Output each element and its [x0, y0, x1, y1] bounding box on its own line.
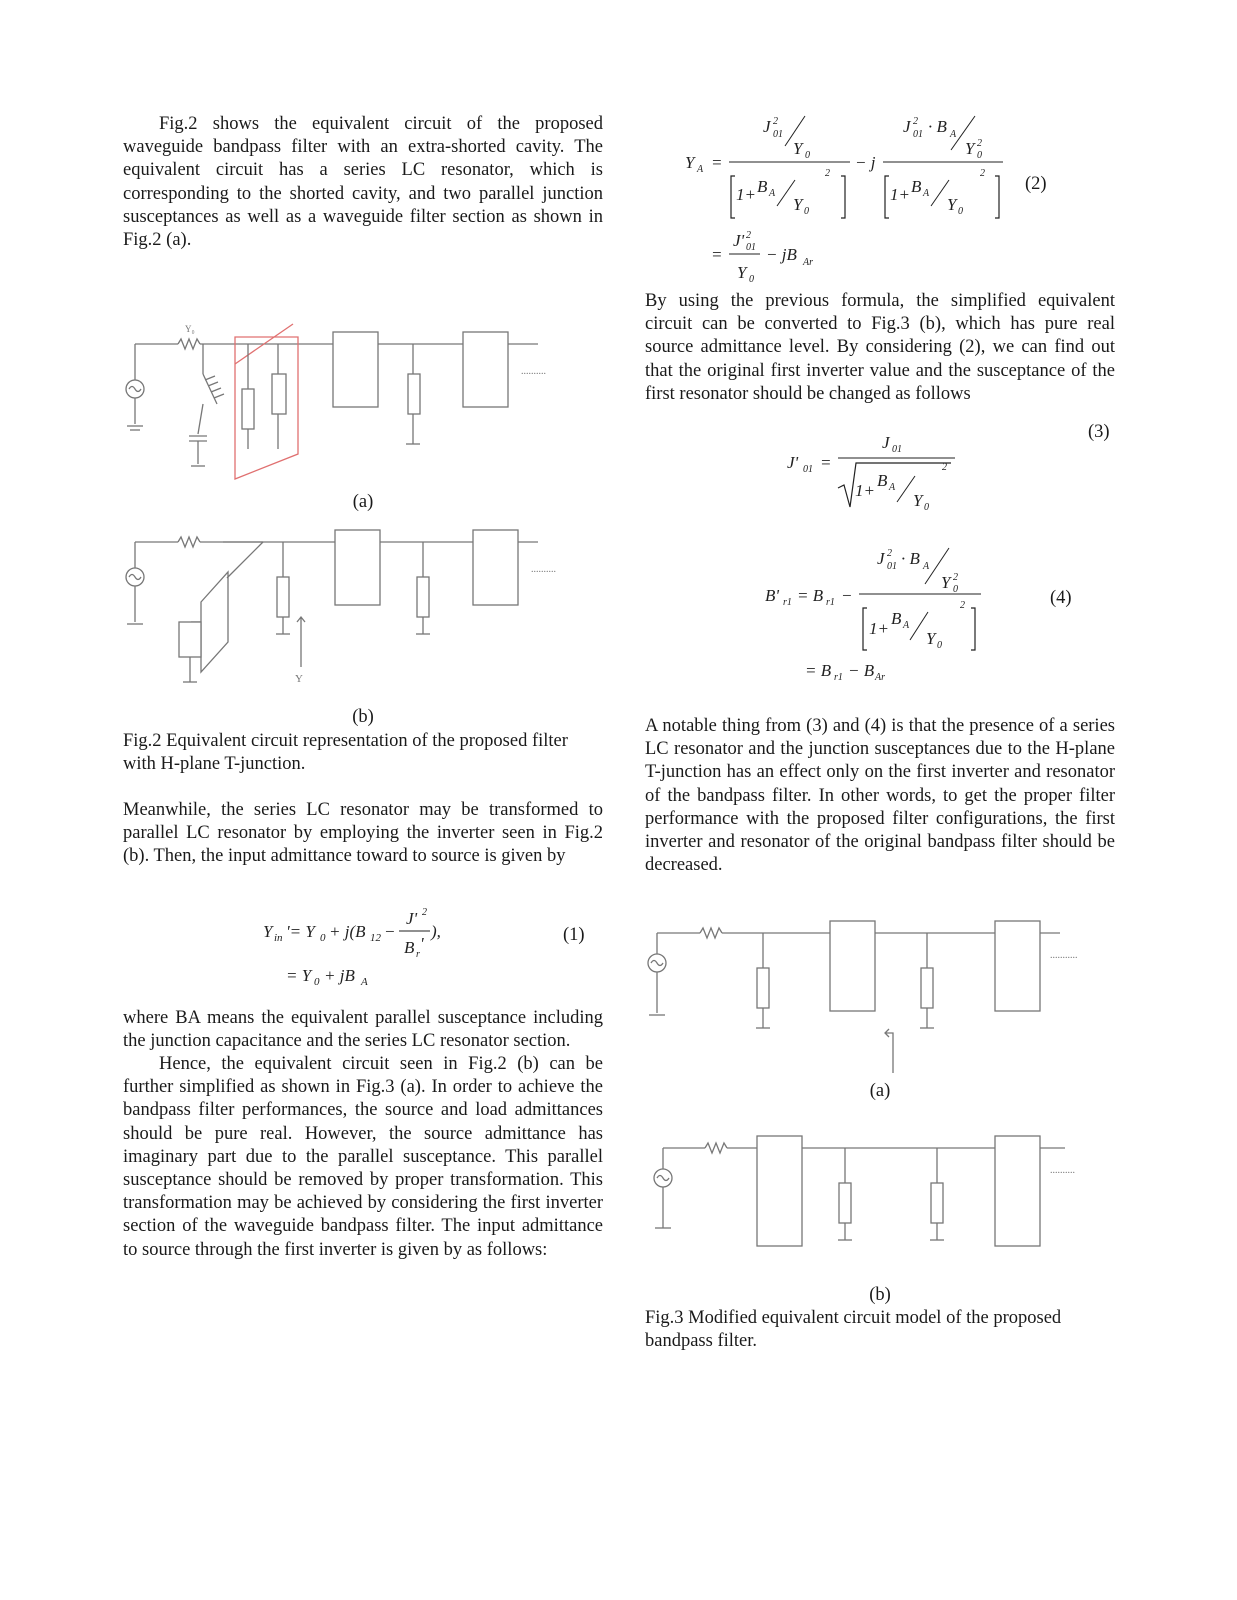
svg-text:2: 2 — [773, 116, 778, 127]
fig2b-tag: (b) — [352, 707, 374, 728]
svg-text:r1: r1 — [834, 672, 843, 684]
fig2-caption: Fig.2 Equivalent circuit representation of the proposed filter with H-plane T-junction. — [123, 730, 568, 774]
paragraph: A notable thing from (3) and (4) is that the presence of a series LC resonator and the junction susceptances due to the H-plane T-junction has an effect only on the first inverter and resonator of the bandpass filter. In other words, to get the proper filter performance with the proposed filter configurations, the first inverter and resonator of the original bandpass filter should be decreased. — [645, 716, 1115, 876]
svg-text:B: B — [911, 177, 922, 196]
svg-text:0: 0 — [805, 150, 810, 161]
svg-text:=: = — [711, 245, 723, 264]
svg-text:..........: .......... — [1050, 1164, 1075, 1176]
svg-text:0: 0 — [320, 931, 326, 944]
svg-text:J': J' — [787, 453, 799, 473]
equation-2-render — [645, 110, 1115, 290]
svg-text:B: B — [891, 609, 902, 629]
svg-text:..........: .......... — [521, 366, 546, 378]
equation-4-render — [645, 544, 1115, 689]
svg-text:=: = — [820, 453, 832, 473]
svg-text:Y: Y — [737, 263, 747, 282]
svg-text:B: B — [404, 937, 415, 957]
svg-text:r: r — [416, 948, 420, 960]
svg-text:Y: Y — [793, 195, 803, 214]
svg-text:in: in — [274, 931, 283, 944]
svg-text:· B: · B — [928, 117, 947, 136]
svg-text:0: 0 — [804, 206, 809, 217]
equation-3-render — [645, 426, 1115, 526]
svg-text:01: 01 — [887, 561, 897, 573]
svg-text:Y: Y — [926, 629, 936, 649]
svg-text:01: 01 — [746, 242, 756, 253]
svg-text:− jB: − jB — [766, 245, 797, 264]
svg-text:r1: r1 — [826, 597, 835, 609]
svg-text:12: 12 — [370, 931, 381, 944]
svg-text:01: 01 — [892, 444, 902, 456]
svg-text:0: 0 — [958, 206, 963, 217]
svg-text:A: A — [950, 129, 957, 140]
svg-text:0: 0 — [749, 274, 754, 285]
left-column — [123, 110, 603, 1262]
svg-text:2: 2 — [825, 168, 830, 179]
svg-text:0: 0 — [937, 640, 942, 652]
svg-text:A: A — [361, 975, 368, 988]
equation-3-number: (3) — [1088, 422, 1110, 443]
equation-1 — [123, 869, 603, 994]
svg-text:= B: = B — [797, 586, 824, 606]
svg-text:0: 0 — [977, 150, 982, 161]
svg-text:2: 2 — [960, 600, 965, 612]
svg-text:Y: Y — [941, 573, 951, 593]
svg-text:Ar: Ar — [875, 672, 885, 684]
svg-text:': ' — [420, 933, 424, 953]
svg-text:A: A — [697, 164, 704, 175]
svg-text:),: ), — [431, 921, 441, 941]
svg-text:1+: 1+ — [890, 185, 910, 204]
equation-2 — [645, 110, 1115, 290]
svg-text:+ jB: + jB — [324, 965, 355, 985]
svg-text:A: A — [923, 561, 930, 573]
svg-text:A: A — [769, 188, 776, 199]
svg-text:−: − — [841, 586, 853, 606]
svg-text:Y: Y — [263, 921, 273, 941]
svg-text:01: 01 — [913, 129, 923, 140]
svg-text:= B: = B — [805, 661, 832, 681]
svg-text:J': J' — [733, 231, 745, 250]
svg-text:Y₀: Y₀ — [185, 324, 195, 335]
svg-text:Ar: Ar — [803, 257, 813, 268]
svg-text:−: − — [384, 921, 396, 941]
svg-text:B: B — [877, 471, 888, 491]
svg-text:2: 2 — [887, 548, 892, 560]
paragraph: Meanwhile, the series LC resonator may be transformed to parallel LC resonator by employing the inverter seen in Fig.2 (b). Then, the input admittance toward to source is given by — [123, 800, 603, 867]
svg-text:Y: Y — [913, 491, 923, 511]
svg-text:A: A — [903, 620, 910, 632]
svg-text:2: 2 — [953, 572, 958, 584]
fig3b-circuit-diagram — [645, 1128, 1115, 1288]
svg-text:− B: − B — [848, 661, 875, 681]
svg-text:J: J — [763, 117, 771, 136]
svg-text:0: 0 — [314, 975, 320, 988]
fig3b-tag: (b) — [869, 1284, 891, 1305]
paragraph: where BA means the equivalent parallel susceptance including the junction capacitance and the series LC resonator section. — [123, 1007, 603, 1051]
right-column — [645, 110, 1115, 1353]
svg-text:A: A — [923, 188, 930, 199]
fig3-caption: Fig.3 Modified equivalent circuit model of the proposed bandpass filter. — [645, 1307, 1062, 1352]
svg-text:0: 0 — [924, 502, 929, 514]
svg-text:Y: Y — [295, 673, 303, 686]
svg-text:...........: ........... — [1050, 950, 1078, 962]
svg-text:2: 2 — [977, 138, 982, 149]
equation-4-number: (4) — [1050, 588, 1072, 609]
fig3a-circuit-diagram — [645, 913, 1115, 1088]
fig2a-tag: (a) — [352, 492, 374, 513]
svg-text:J: J — [903, 117, 911, 136]
svg-text:1+: 1+ — [855, 481, 875, 501]
svg-text:2: 2 — [913, 116, 918, 127]
svg-text:B': B' — [765, 586, 780, 606]
svg-text:B: B — [757, 177, 768, 196]
svg-text:2: 2 — [980, 168, 985, 179]
paragraph: Hence, the equivalent circuit seen in Fig.2 (b) can be further simplified as shown in Fig.3 (a). In order to achieve the bandpass filter performances, the source and load admittances should be pure real. However, the source admittance has imaginary part due to the parallel susceptance. This parallel susceptance should be removed by proper transformation. This transformation may be achieved by considering the first inverter section of the waveguide bandpass filter. The input admittance to source through the first inverter is given by as follows: — [123, 1054, 603, 1260]
svg-text:J: J — [877, 549, 885, 569]
svg-text:r1: r1 — [783, 597, 792, 609]
svg-text:1+: 1+ — [869, 619, 889, 639]
svg-text:Y: Y — [947, 195, 957, 214]
svg-text:2: 2 — [422, 906, 427, 918]
svg-text:'= Y: '= Y — [286, 921, 315, 941]
equation-4 — [645, 544, 1115, 689]
fig2a-circuit-diagram — [123, 304, 603, 494]
paragraph: Fig.2 shows the equivalent circuit of the proposed waveguide bandpass filter with an extra-shorted cavity. The equivalent circuit has a series LC resonator, which is corresponding to the shorted cavity, and two parallel junction susceptances as well as a waveguide filter section as shown in Fig.2 (a). — [123, 114, 603, 251]
equation-1-number: (1) — [563, 924, 585, 945]
svg-text:Y: Y — [793, 139, 803, 158]
svg-text:=: = — [711, 153, 723, 172]
svg-text:J: J — [882, 433, 890, 453]
svg-text:A: A — [889, 482, 896, 494]
equation-2-number: (2) — [1025, 174, 1047, 194]
svg-text:J': J' — [406, 908, 418, 928]
svg-text:2: 2 — [942, 462, 947, 474]
svg-text:+ j(B: + j(B — [329, 921, 366, 941]
equation-3 — [645, 422, 1115, 526]
svg-text:0: 0 — [953, 584, 958, 596]
paragraph: By using the previous formula, the simplified equivalent circuit can be converted to Fig.3 (b), which has pure real source admittance level. By considering (2), we can find out that the original first inverter value and the susceptance of the first resonator should be changed as follows — [645, 291, 1115, 404]
svg-text:Y: Y — [685, 153, 695, 172]
svg-text:..........: .......... — [531, 564, 556, 576]
fig3a-tag: (a) — [869, 1081, 891, 1102]
fig2b-circuit-diagram — [123, 522, 603, 712]
svg-text:Y: Y — [965, 139, 975, 158]
svg-text:− j: − j — [855, 153, 876, 172]
svg-text:1+: 1+ — [736, 185, 756, 204]
svg-text:2: 2 — [746, 230, 751, 241]
svg-text:01: 01 — [803, 464, 813, 476]
equation-1-render — [123, 869, 603, 994]
svg-text:01: 01 — [773, 129, 783, 140]
svg-text:· B: · B — [901, 549, 920, 569]
svg-text:= Y: = Y — [286, 965, 312, 985]
